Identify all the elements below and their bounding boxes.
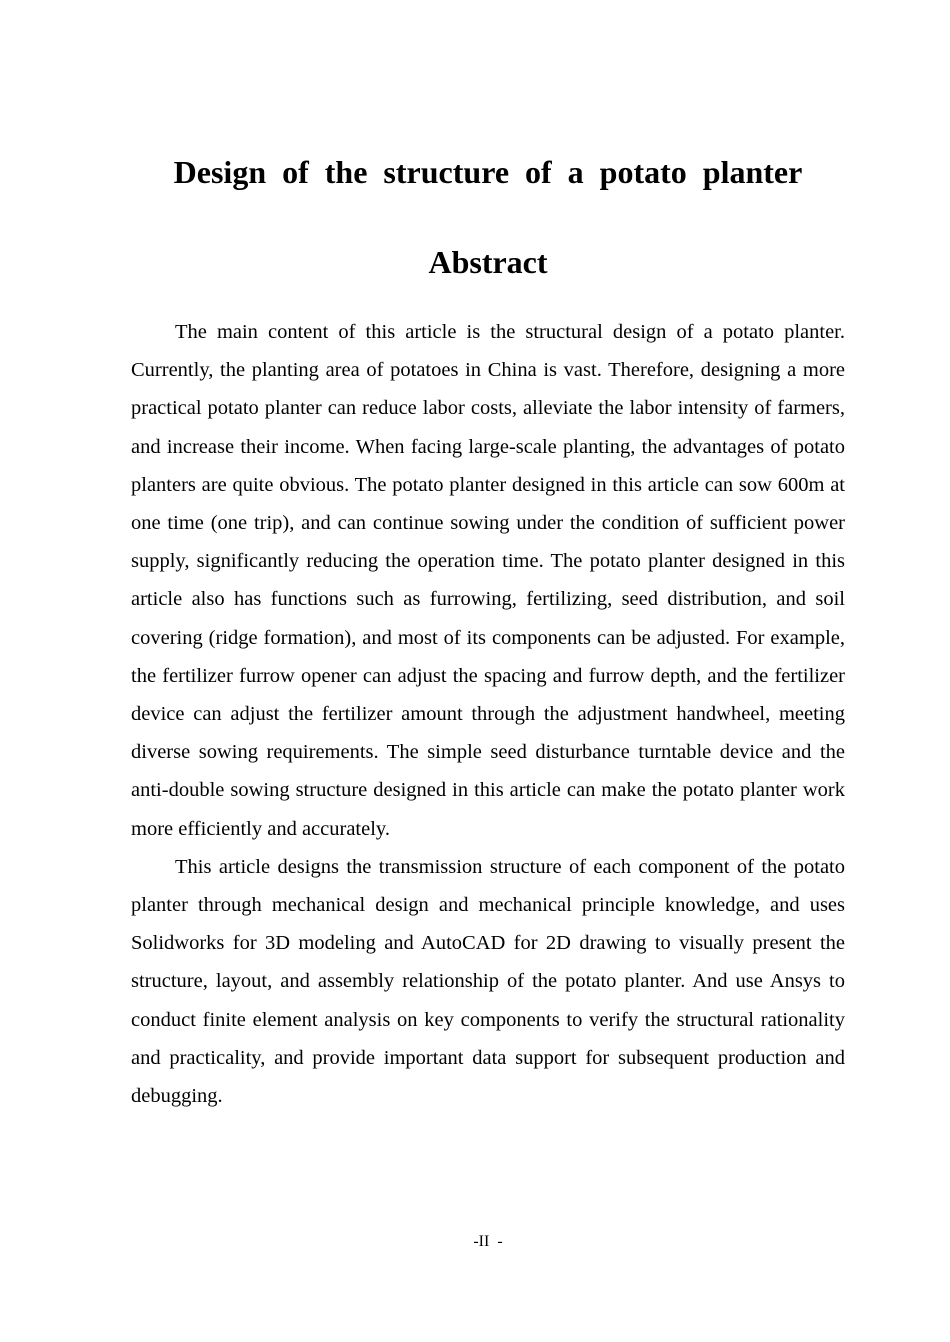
document-title: Design of the structure of a potato planter [173, 154, 803, 190]
abstract-paragraph-2: This article designs the transmission structure of each component of the potato planter through mechanical design and mechanical principle knowledge, and uses Solidworks for 3D modeling and AutoCAD for 2D drawing to visually present the structure, layout, and assembly relationship of the potato planter. And use Ansys to conduct finite element analysis on key components to verify the structural rationality and practicality, and provide important data support for subsequent production and debugging. [131, 855, 845, 1108]
abstract-body [131, 313, 845, 1115]
abstract-paragraph-1: The main content of this article is the structural design of a potato planter. Currently, the planting area of potatoes in China is vast. Therefore, designing a more practical potato planter can reduce labor costs, alleviate the labor intensity of farmers, and increase their income. When facing large-scale planting, the advantages of potato planters are quite obvious. The potato planter designed in this article can sow 600m at one time (one trip), and can continue sowing under the condition of sufficient power supply, significantly reducing the operation time. The potato planter designed in this article also has functions such as furrowing, fertilizing, seed distribution, and soil covering (ridge formation), and most of its components can be adjusted. For example, the fertilizer furrow opener can adjust the spacing and furrow depth, and the fertilizer device can adjust the fertilizer amount through the adjustment handwheel, meeting diverse sowing requirements. The simple seed disturbance turntable device and the anti-double sowing structure designed in this article can make the potato planter work more efficiently and accurately. [131, 321, 845, 840]
page-number: -II - [473, 1233, 503, 1250]
abstract-heading: Abstract [428, 244, 548, 280]
